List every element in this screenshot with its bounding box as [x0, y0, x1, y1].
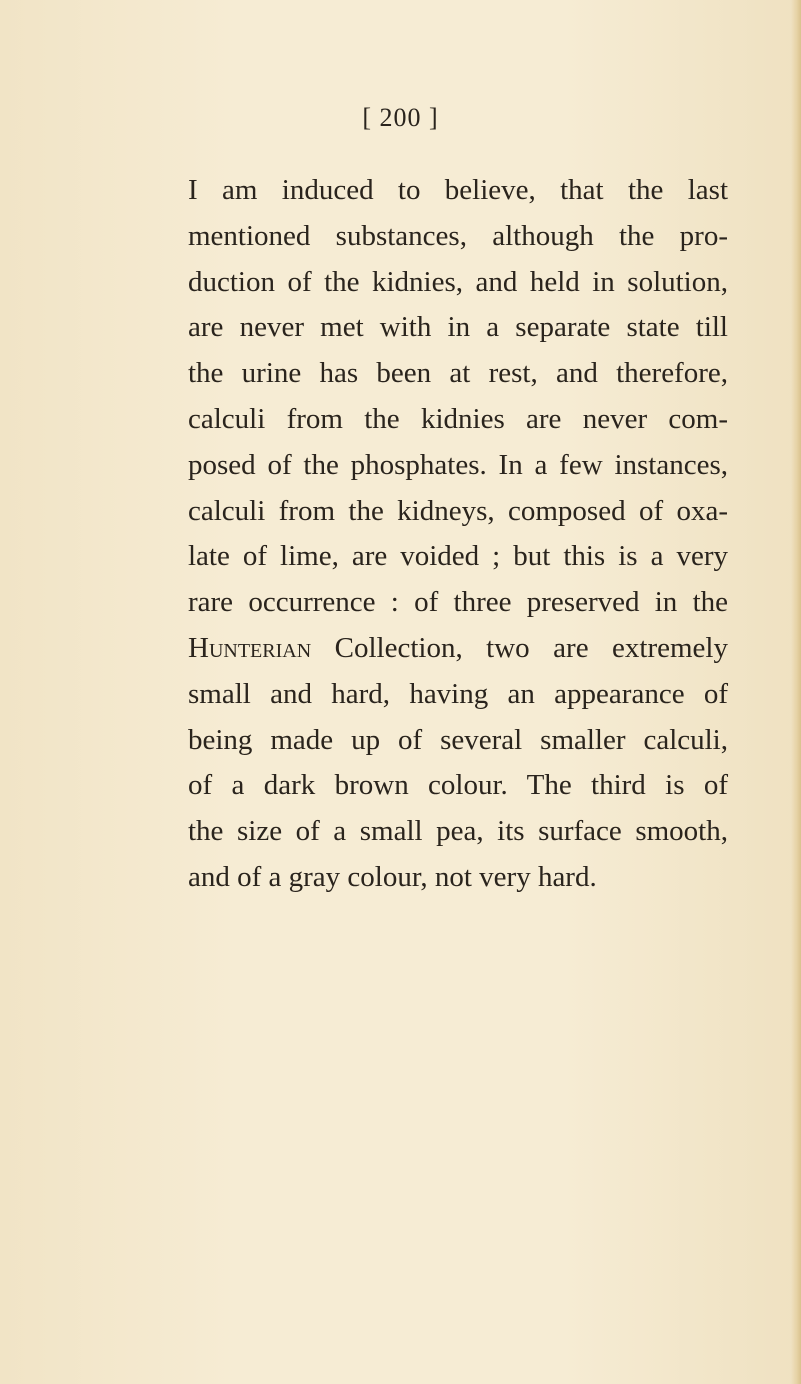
text-line: I am induced to believe, that the last — [188, 174, 728, 206]
page-number: [ 200 ] — [362, 103, 439, 132]
text-line: late of lime, are voided ; but this is a very — [188, 540, 728, 573]
collection-name: Hunterian — [188, 631, 312, 664]
text-line: calculi from the kidnies are never com- — [188, 402, 728, 435]
text-line: posed of the phosphates. In a few instances, — [188, 448, 728, 481]
text-line: of a dark brown colour. The third is of — [188, 769, 728, 802]
text-line: the urine has been at rest, and therefore, — [188, 357, 728, 390]
text-line: rare occurrence : of three preserved in the — [188, 586, 728, 619]
text-line: and of a gray colour, not very hard. — [188, 860, 597, 893]
body-text — [188, 168, 728, 901]
text-line: duction of the kidnies, and held in solution, — [188, 265, 728, 298]
text-line: calculi from the kidneys, composed of oxa- — [188, 494, 728, 527]
text-line: Hunterian Collection, two are extremely — [188, 631, 728, 664]
text-line: being made up of several smaller calculi, — [188, 723, 728, 756]
text-line: small and hard, having an appearance of — [188, 677, 728, 710]
text-line: the size of a small pea, its surface smooth, — [188, 815, 728, 848]
page-edge — [791, 0, 801, 1384]
text-line: mentioned substances, although the pro- — [188, 219, 728, 252]
text-line: are never met with in a separate state till — [188, 311, 728, 344]
